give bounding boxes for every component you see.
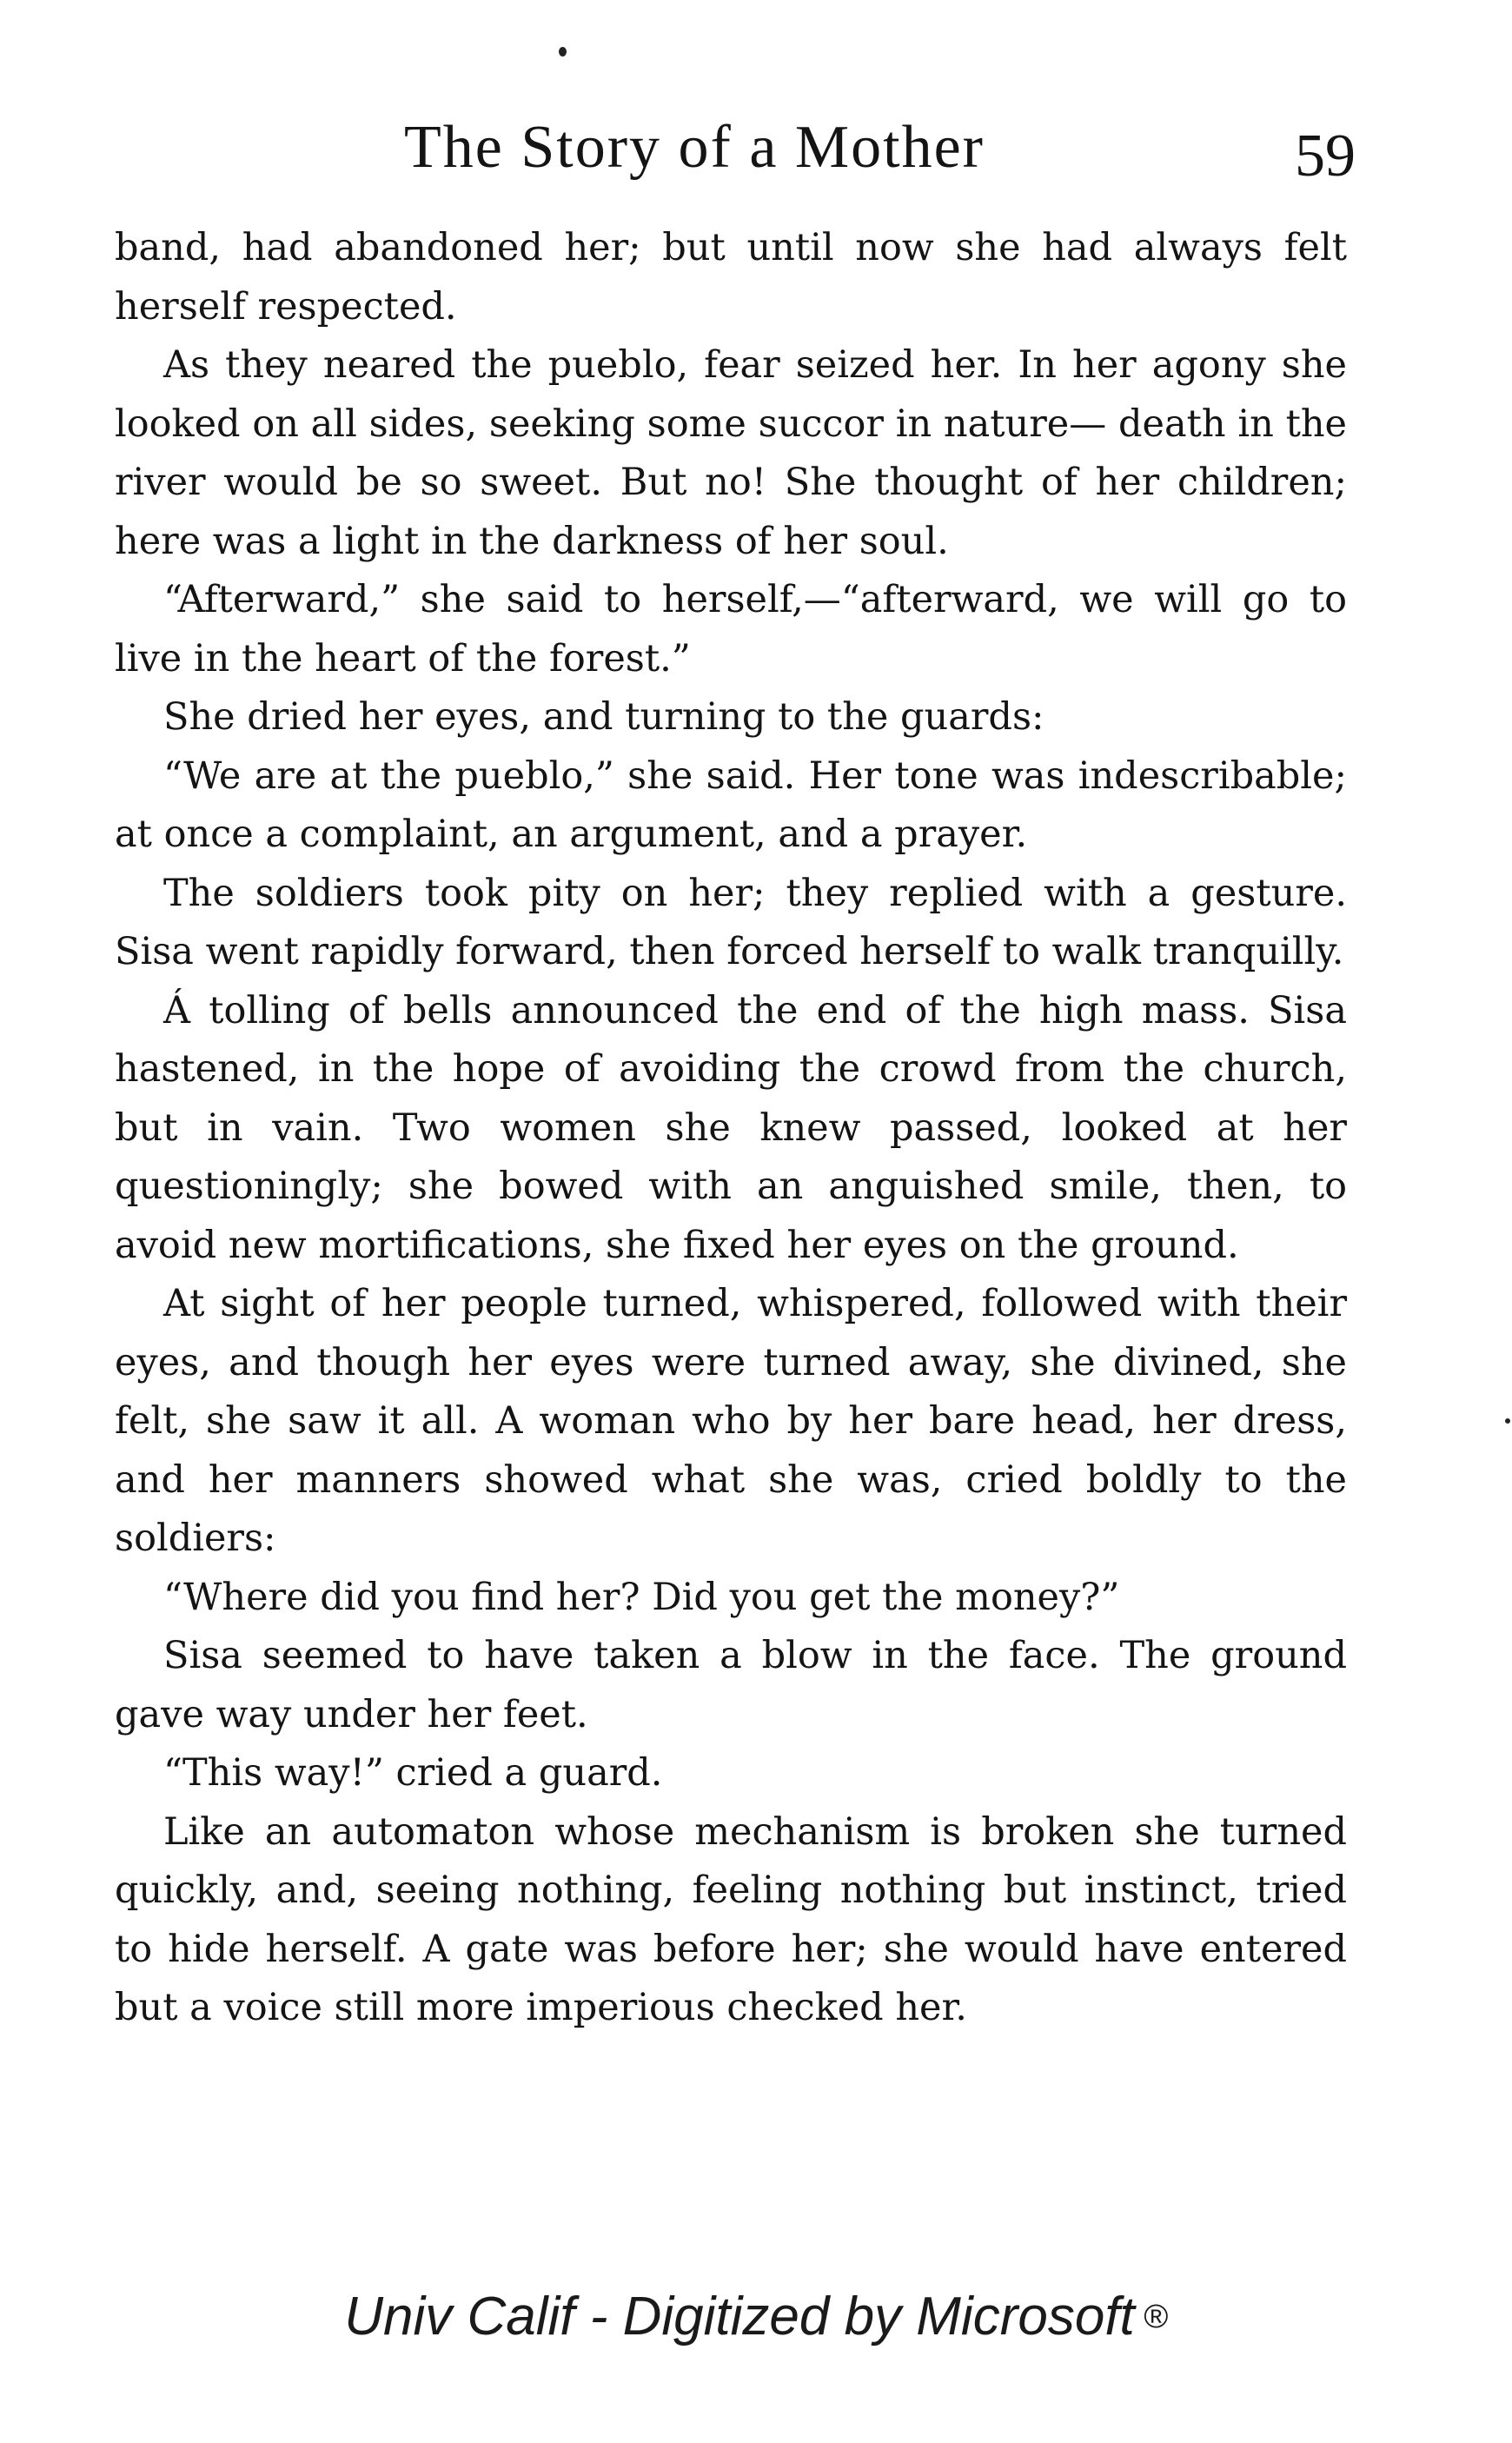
paragraph: band, had abandoned her; but until now she had always felt herself respected. — [115, 226, 1347, 329]
watermark-text: Univ Calif - Digitized by Microsoft — [344, 2287, 1135, 2347]
paragraph: “Where did you find her? Did you get the money?” — [163, 1575, 1120, 1619]
running-title: The Story of a Mother — [404, 114, 985, 181]
paragraph: “We are at the pueblo,” she said. Her tone was indescribable; at once a complaint, an argument, and a prayer. — [115, 753, 1347, 856]
paragraph: “Afterward,” she said to herself,—“afterward, we will go to live in the heart of the forest.” — [115, 578, 1347, 680]
digitization-watermark — [0, 2286, 1512, 2347]
paragraph: The soldiers took pity on her; they replied with a gesture. Sisa went rapidly forward, then forced herself to walk tranquilly. — [115, 871, 1347, 973]
body-text — [115, 219, 1347, 2038]
paragraph: Á tolling of bells announced the end of the high mass. Sisa hastened, in the hope of avoiding the crowd from the church, but in vain. Two women she knew passed, looked at her questioningly; she bowed with an anguished smile, then, to avoid new mortifications, she fixed her eyes on the ground. — [115, 988, 1347, 1267]
paragraph: “This way!” cried a guard. — [163, 1751, 663, 1795]
page-number: 59 — [1295, 123, 1356, 189]
ink-speck — [1505, 1418, 1510, 1424]
registered-mark: ® — [1143, 2299, 1168, 2335]
paragraph: Sisa seemed to have taken a blow in the face. The ground gave way under her feet. — [115, 1634, 1347, 1736]
running-head — [113, 103, 1356, 198]
paragraph: At sight of her people turned, whispered, followed with their eyes, and though her eyes were turned away, she divined, she felt, she saw it all. A woman who by her bare head, her dress, and her manners showed what she was, cried boldly to the soldiers: — [115, 1282, 1347, 1560]
paragraph: Like an automaton whose mechanism is broken she turned quickly, and, seeing nothing, feeling nothing but instinct, tried to hide herself. A gate was before her; she would have entered but a voice still more imperious checked her. — [115, 1809, 1347, 2029]
paragraph: She dried her eyes, and turning to the guards: — [163, 695, 1044, 739]
ink-speck — [559, 47, 567, 56]
paragraph: As they neared the pueblo, fear seized her. In her agony she looked on all sides, seeking some succor in nature— death in the river would be so sweet. But no! She thought of her children; here was a light in the darkness of her soul. — [115, 343, 1347, 563]
